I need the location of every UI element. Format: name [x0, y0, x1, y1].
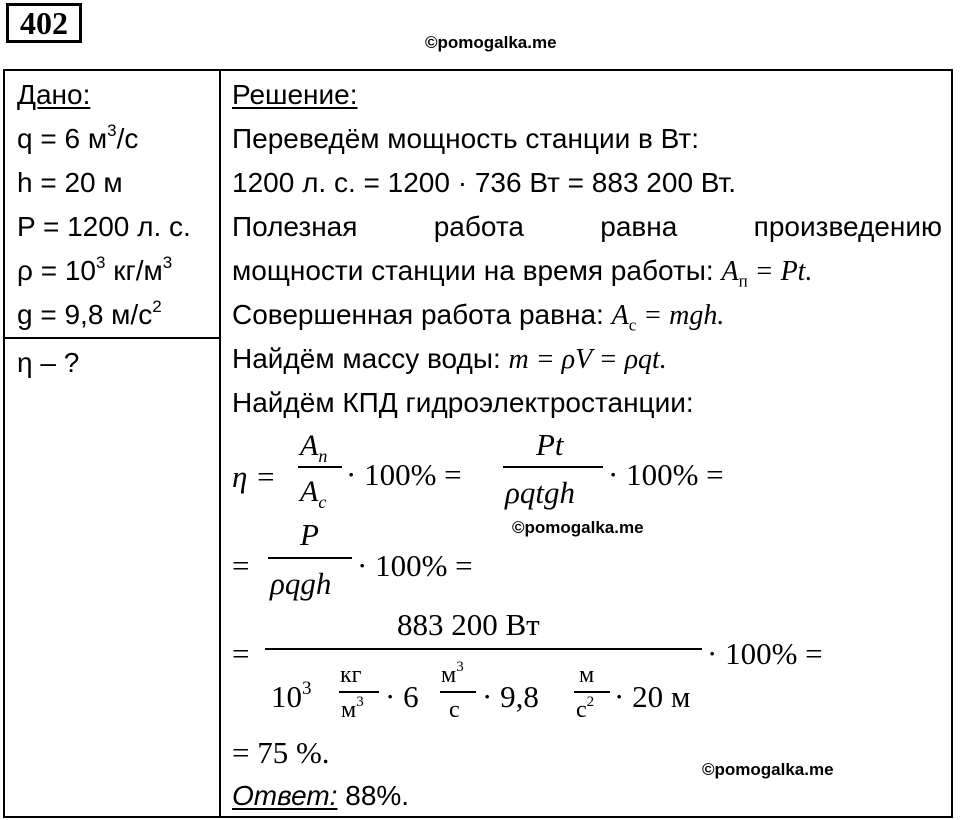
equals-sign-3: = [232, 636, 250, 671]
den-10: $10^3$ [271, 677, 312, 714]
solution-line-1: Переведём мощность станции в Вт: [232, 123, 700, 154]
given-divider [3, 337, 221, 339]
fraction-1-numerator: $A_п$ [300, 429, 328, 466]
answer: Ответ: 88%. [232, 780, 410, 811]
unit-c: с [449, 697, 460, 723]
eta-symbol: η = [232, 459, 277, 494]
fraction-2-denominator: ρqtgh [505, 475, 575, 510]
given-g: g = 9,8 $м/с^2$ [17, 296, 162, 330]
unit-mc2-bar [574, 691, 610, 693]
fraction-2-numerator: Pt [536, 427, 564, 462]
solution-title: Решение: [232, 79, 358, 110]
given-title: Дано: [17, 79, 91, 110]
times-100-a: · 100% = [346, 457, 462, 492]
fraction-1-bar [298, 466, 342, 468]
problem-number: 402 [6, 3, 82, 43]
unit-kg-bar [339, 691, 379, 693]
watermark-top: ©pomogalka.me [425, 33, 557, 52]
solution-line-5: Совершенная работа равна: $A_с$ = mgh. [232, 299, 725, 335]
watermark-middle: ©pomogalka.me [512, 518, 644, 537]
fraction-3-bar [268, 557, 352, 559]
unit-kg: кг [340, 662, 362, 688]
times-100-b: · 100% = [608, 457, 724, 492]
times-100-c: · 100% = [357, 548, 473, 583]
given-unknown: η – ? [17, 347, 80, 378]
column-divider [219, 69, 221, 818]
watermark-bottom: ©pomogalka.me [702, 760, 834, 779]
solution-line-4: мощности станции на время работы: $A_п = Pt$. [232, 255, 813, 291]
fraction-4-bar [265, 648, 702, 650]
unit-m: м [579, 662, 595, 688]
den-20: · 20 м [614, 679, 691, 714]
fraction-4-numerator: 883 200 Вт [397, 607, 540, 642]
unit-c2: $с^2$ [576, 694, 595, 723]
solution-line-7: Найдём КПД гидроэлектростанции: [232, 387, 694, 418]
solution-line-6: Найдём массу воды: m = ρV = ρqt. [232, 343, 667, 375]
given-rho: $\rho = 10^3$ $кг/м^3$ [17, 252, 173, 286]
den-98: · 9,8 [482, 679, 539, 714]
solution-line-3: Полезная работа равна произведению [232, 211, 942, 242]
times-100-d: · 100% = [707, 636, 823, 671]
fraction-1-denominator: $A_с$ [300, 475, 327, 512]
unit-m3c-bar [440, 691, 476, 693]
unit-m3: $м^3$ [341, 694, 364, 723]
given-p: P = 1200 л. с. [17, 211, 191, 242]
unit-m3-b: $м^3$ [441, 659, 464, 688]
den-6: · 6 [385, 679, 419, 714]
given-q: q = 6 $м^3/с$ [17, 120, 139, 154]
fraction-3-numerator: P [300, 517, 319, 552]
fraction-2-bar [503, 466, 603, 468]
result: = 75 %. [232, 735, 330, 770]
solution-line-2: 1200 л. с. = 1200 · 736 Вт = 883 200 Вт. [232, 167, 737, 198]
given-h: h = 20 м [17, 167, 123, 198]
fraction-3-denominator: ρqgh [270, 566, 332, 601]
equals-sign-2: = [232, 548, 250, 583]
